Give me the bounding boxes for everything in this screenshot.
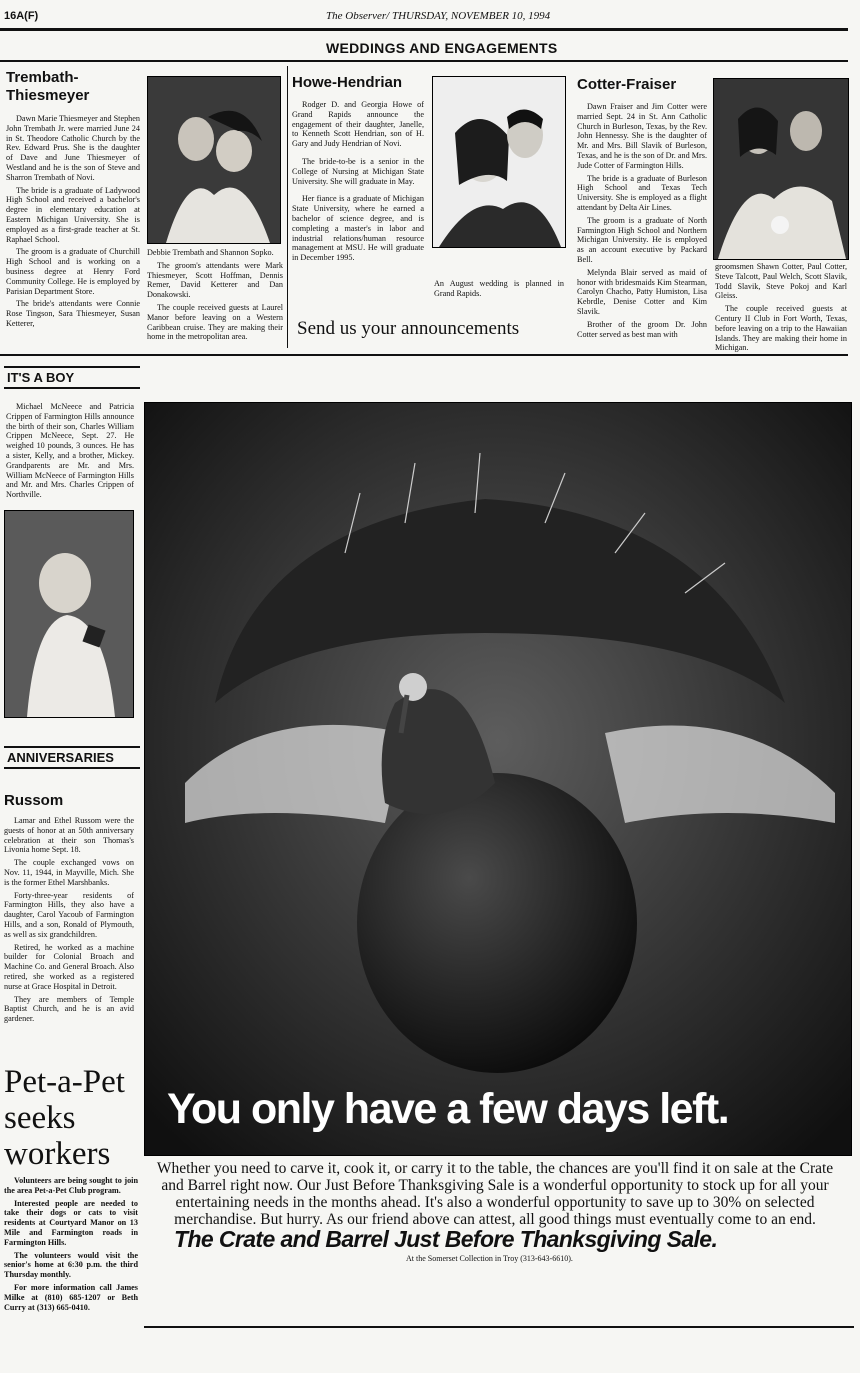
trembath-couple-photo xyxy=(147,76,281,244)
cotter-story-continued xyxy=(715,262,847,354)
page-folio: 16A(F) xyxy=(4,10,39,22)
column-rule xyxy=(287,66,288,348)
trembath-continued-paragraph: The groom's attendants were Mark Thiesmeyer, Scott Hoffman, Dennis Remer, David Ketterer and Dan Donakowski. xyxy=(147,260,283,300)
section-bottom-rule xyxy=(0,354,848,356)
russom-paragraph: The couple exchanged vows on Nov. 11, 1944, in Mayville, Mich. She is the former Ethel Marshbanks. xyxy=(4,858,134,887)
cotter-paragraph: Brother of the groom Dr. John Cotter served as best man with xyxy=(577,319,707,339)
anniversaries-section-title: ANNIVERSARIES xyxy=(4,746,140,769)
cotter-couple-photo xyxy=(713,78,849,260)
cotter-paragraph: The bride is a graduate of Burleson High School and Texas Tech University. She is employed as a flight attendant by Delta Air Lines. xyxy=(577,173,707,212)
trembath-story xyxy=(6,114,140,348)
weddings-head-rule xyxy=(0,60,848,62)
cotter-story xyxy=(577,102,707,350)
russom-headline: Russom xyxy=(4,792,64,809)
ad-headline: You only have a few days left. xyxy=(167,1085,729,1133)
dateline: The Observer/ THURSDAY, NOVEMBER 10, 1994 xyxy=(326,10,551,22)
cotter-headline: Cotter-Fraiser xyxy=(577,76,677,93)
baby-photo xyxy=(4,510,134,718)
trembath-paragraph: The bride's attendants were Connie Rose Tingson, Sara Thiesmeyer, Susan Ketterer, xyxy=(6,299,140,328)
howe-story xyxy=(292,100,424,296)
howe-headline: Howe-Hendrian xyxy=(292,74,403,91)
cotter-continued-paragraph: The couple received guests at Century II Club in Fort Worth, Texas, before leaving on a trip to the Hawaiian Islands. They are making their home in Michigan. xyxy=(715,304,847,353)
howe-paragraph: Her fiance is a graduate of Michigan State University, where he earned a bachelor of science degree, and is completing a master's in labor and industrial relations/human resource management at MSU. He will graduate in December 1995. xyxy=(292,194,424,263)
cotter-paragraph: Melynda Blair served as maid of honor with bridesmaids Kim Stearman, Carolyn Chacho, Patty Humiston, Lisa Kebrdle, Denise Cotter and Kim Slavik. xyxy=(577,267,707,316)
couple-photo-image xyxy=(148,77,280,243)
its-a-boy-section-title: IT'S A BOY xyxy=(4,366,140,389)
howe-paragraph: Rodger D. and Georgia Howe of Grand Rapids announce the engagement of their daughter, Janelle, to Kenneth Scott Hendrian, son of H. Gary and Judy Hendrian of Novi. xyxy=(292,100,424,149)
cotter-paragraph: The groom is a graduate of North Farmington High School and Northern Michigan University. He is employed as an account executive by Packard Bell. xyxy=(577,215,707,264)
cotter-paragraph: Dawn Fraiser and Jim Cotter were married Sept. 24 in St. Ann Catholic Church in Burleson, Texas, by the Rev. John Hennessy. She is the daughter of Mr. and Mrs. Bill Slavik of Burleson, Texas, and he is the son of Dr. and Mrs. Jude Cotter of Farmington Hills. xyxy=(577,102,707,170)
trembath-paragraph: The bride is a graduate of Ladywood High School and received a bachelor's degree in elementary education at Eastern Michigan University. She is employed as a first-grade teacher at St. Raphael School. xyxy=(6,185,140,244)
baby-photo-image xyxy=(5,511,133,717)
ad-body-copy: Whether you need to carve it, cook it, or carry it to the table, the chances are you'll find it on sale at the Crate and Barrel right now. Our Just Before Thanksgiving Sale is a wonderful opportunity to stock up for all your entertaining needs in the months ahead. It's also a wonderful opportunity to save up to 30% on selected merchandise. But hurry. As our friend above can attest, all good things must eventually come to an end. xyxy=(156,1160,834,1228)
trembath-headline: Trembath-Thiesmeyer xyxy=(6,69,90,104)
trembath-paragraph: The groom is a graduate of Churchill High School and is working on a business degree at Henry Ford Community College. He is employed by Parisian Department Store. xyxy=(6,247,140,296)
wedding-photo-image xyxy=(714,79,848,259)
russom-paragraph: Lamar and Ethel Russom were the guests of honor at an 50th anniversary celebration at their son Thomas's Livonia home Sept. 18. xyxy=(4,816,134,855)
turkey-on-ball-image xyxy=(145,403,851,1155)
ad-location: At the Somerset Collection in Troy (313-643-6610). xyxy=(406,1254,573,1263)
pet-a-pet-story xyxy=(4,1176,138,1324)
weddings-section-title: WEDDINGS AND ENGAGEMENTS xyxy=(326,40,558,56)
engagement-photo-image xyxy=(433,77,565,247)
trembath-paragraph: Dawn Marie Thiesmeyer and Stephen John Trembath Jr. were married June 24 in St. Theodore Catholic Church by the Rev. Edward Prus. She is the daughter of Dave and June Thiesmeyer of Westland and he is the son of Steve and Sharron Trembath of Novi. xyxy=(6,114,140,182)
pet-paragraph: Volunteers are being sought to join the area Pet-a-Pet Club program. xyxy=(4,1176,138,1195)
birth-announcement xyxy=(6,402,134,502)
howe-paragraph: The bride-to-be is a senior in the College of Nursing at Michigan State University. She will graduate in May. xyxy=(292,156,424,186)
pet-paragraph: For more information call James Milke at (810) 685-1207 or Beth Curry at (313) 665-0410. xyxy=(4,1282,138,1312)
pet-a-pet-headline: Pet-a-Pet seeks workers xyxy=(4,1064,125,1172)
ad-tagline: The Crate and Barrel Just Before Thanksgiving Sale. xyxy=(174,1226,718,1252)
trembath-story-continued xyxy=(147,248,283,348)
top-rule xyxy=(0,28,848,31)
russom-story xyxy=(4,816,134,1060)
russom-paragraph: Retired, he worked as a machine builder for Colonial Broach and Machine Co. and General Broach. Also retired, she worked as a registered nurse at Grace Hospital in Detroit. xyxy=(4,942,134,991)
howe-caption: An August wedding is planned in Grand Rapids. xyxy=(434,279,564,298)
pet-paragraph: Interested people are needed to take their dogs or cats to visit residents at Courtyard Manor on 13 Mile and Farmington roads in Farmington Hills. xyxy=(4,1198,138,1247)
cotter-continued-paragraph: groomsmen Shawn Cotter, Paul Cotter, Steve Talcott, Paul Welch, Scott Slavik, Todd Slavik, Steve Pokoj and Karl Gleiss. xyxy=(715,262,847,301)
trembath-continued-paragraph: Debbie Trembath and Shannon Sopko. xyxy=(147,248,274,257)
birth-announcement-text: Michael McNeece and Patricia Crippen of Farmington Hills announce the birth of their son, Charles William Crippen McNeece, Sept. 27. He weighed 10 pounds, 3 ounces. He has a sister, Kelly, and a brother, Mickey. Grandparents are Mr. and Mrs. William McNeece of Farmington Hills and Mr. and Mrs. Charles Crippen of Northville. xyxy=(6,402,134,500)
ad-turkey-photo xyxy=(144,402,852,1156)
page-bottom-rule xyxy=(144,1326,854,1328)
russom-paragraph: Forty-three-year residents of Farmington Hills, they also have a daughter, Carol Yacoub of Farmington Hills, and a son, Ronald of Plymouth, as well as six grandchildren. xyxy=(4,890,134,939)
send-announcements-promo: Send us your announcements xyxy=(297,318,520,339)
pet-paragraph: The volunteers would visit the senior's home at 6:30 p.m. the third Thursday monthly. xyxy=(4,1250,138,1280)
howe-couple-photo xyxy=(432,76,566,248)
trembath-continued-paragraph: The couple received guests at Laurel Manor before leaving on a Western Caribbean cruise. They are making their home in the metropolitan area. xyxy=(147,302,283,342)
crate-and-barrel-ad xyxy=(144,402,854,1326)
russom-paragraph: They are members of Temple Baptist Church, and he is an avid gardener. xyxy=(4,994,134,1024)
